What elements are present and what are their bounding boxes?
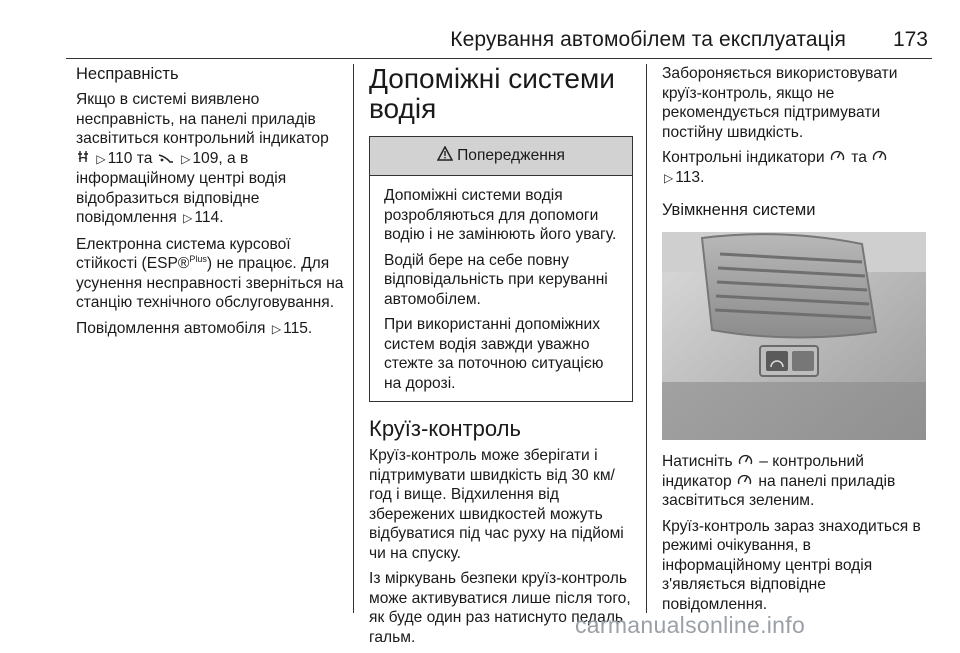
esp-indicator-icon [158,149,174,169]
page-ref: 110 та [107,149,153,167]
paragraph-text: Натисніть [662,453,733,470]
warning-body [370,176,632,401]
warning-paragraph: При використанні допоміжних систем водія завжди уважно стежте за поточною ситуацією на дорозі. [384,316,604,392]
section-heading-fault: Несправність [76,65,179,83]
paragraph-text: Контрольні індикатори [662,149,825,166]
traction-control-indicator-icon [77,149,89,169]
watermark: carmanualsonline.info [575,612,806,638]
page-ref: 115. [283,319,313,337]
superscript-plus: Plus [189,253,207,264]
page-ref-arrow-icon: ▷ [664,170,674,185]
paragraph-messages [76,319,344,340]
page-header [66,28,932,58]
paragraph-cruise-2: Із міркувань безпеки круїз-контроль може активуватися лише після того, як буде один раз натиснуто педаль гальм. [369,570,631,646]
paragraph-esp [76,235,344,313]
dashboard-switch-photo [662,232,926,440]
right-column [662,64,928,620]
subheading-activation: Увімкнення системи [662,201,816,219]
warning-paragraph: Водій бере на себе повну відповідальність при керуванні автомобілем. [384,251,608,308]
middle-column [369,64,633,653]
paragraph-text: ) не працює. Для усунення несправності зверніться на станцію технічного обслуговування. [76,255,344,311]
paragraph-indicators [662,148,928,188]
page-ref: 114. [194,209,224,226]
paragraph-text: Якщо в системі виявлено несправність, на панелі приладів засвітиться контрольний індикатор [76,91,329,147]
page-ref-arrow-icon: ▷ [181,151,191,166]
paragraph-cruise-1: Круїз-контроль може зберігати і підтримувати швидкість від 30 км/год і вище. Відхилення від збережених швидкостей можуть відбуватися під час руху на підйомі чи на спуску. [369,447,624,562]
warning-paragraph: Допоміжні системи водія розробляються для допомоги водію і не замінюють його увагу. [384,187,617,243]
paragraph-text: на панелі приладів засвітиться зеленим. [662,472,896,509]
paragraph-press [662,452,928,511]
warning-header [370,137,632,176]
paragraph-text: та [851,149,867,166]
page-ref: 109, а в інформаційному центрі водія відобразиться відповідне повідомлення [76,149,287,226]
left-column [76,64,344,345]
paragraph-restriction: Забороняється використовувати круїз-контроль, якщо не рекомендується підтримувати постійну швидкість. [662,65,898,141]
column-divider-left [353,64,354,613]
warning-box [369,136,633,402]
chapter-title: Допоміжні системи водія [369,63,615,124]
paragraph-text: Повідомлення автомобіля [76,319,266,337]
paragraph-text: Електронна система курсової стійкості (ESP® [76,235,291,272]
header-rule [66,58,932,59]
page-ref-arrow-icon: ▷ [96,151,106,166]
paragraph-text: – контрольний індикатор [662,453,864,490]
header-title: Керування автомобілем та експлуатація [450,28,846,51]
paragraph-fault [76,90,344,229]
page-number: 173 [892,28,928,51]
column-divider-right [646,64,647,613]
paragraph-standby: Круїз-контроль зараз знаходиться в режимі очікування, в інформаційному центрі водія з'являється відповідне повідомлення. [662,517,921,613]
page-ref-arrow-icon: ▷ [183,211,193,225]
warning-triangle-icon [437,146,453,167]
cruise-control-icon [872,148,888,168]
cruise-control-indicator-icon [737,472,753,492]
cruise-button-icon [738,452,754,472]
cruise-control-indicator-icon [830,148,846,168]
page-ref: 113. [675,168,705,186]
section-title-cruise: Круїз-контроль [369,416,521,441]
warning-label: Попередження [457,147,565,165]
page-ref-arrow-icon: ▷ [271,321,282,336]
